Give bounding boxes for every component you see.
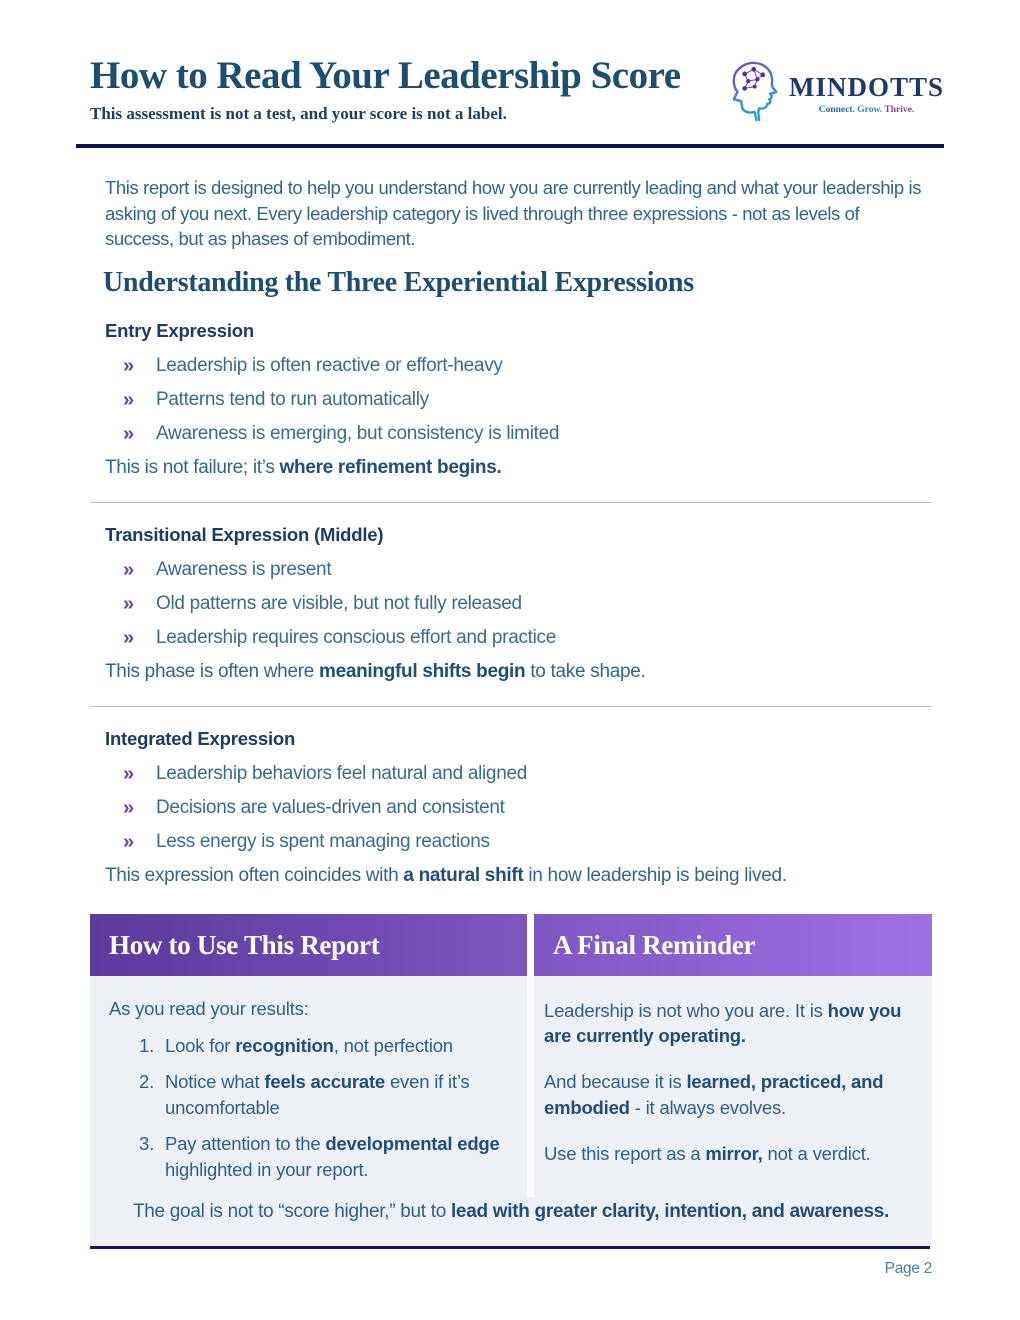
section-title: Understanding the Three Experiential Expressions: [103, 266, 694, 298]
bullet-list: [76, 355, 944, 445]
item-bold: developmental edge: [325, 1133, 500, 1155]
goal-pre: The goal is not to “score higher,” but to: [132, 1201, 451, 1223]
final-reminder-column: [527, 976, 932, 1198]
goal-bold: lead with greater clarity, intention, and awareness.: [450, 1201, 890, 1223]
brand-name: MINDOTTS: [788, 72, 944, 102]
expression-section-integrated: [76, 728, 944, 887]
tagline-connect: Connect.: [818, 105, 855, 115]
bullet-item: [123, 559, 944, 581]
para-pre: Leadership is not who you are. It is: [544, 999, 828, 1021]
section-divider: [90, 502, 932, 503]
expression-section-transitional: [76, 524, 944, 683]
item-number: 1.: [139, 1034, 155, 1056]
closing-pre: This phase is often where: [105, 660, 319, 682]
bullet-item: [123, 423, 944, 445]
summary-panel: [90, 914, 932, 1250]
chevron-bullet-icon: »: [123, 796, 134, 819]
reminder-paragraph: [544, 998, 914, 1050]
expression-heading: Entry Expression: [105, 319, 254, 341]
chevron-bullet-icon: »: [123, 422, 134, 445]
expression-closing: [105, 661, 944, 683]
para-post: - it always evolves.: [629, 1097, 786, 1119]
brain-head-logo-icon: [722, 60, 780, 129]
numbered-item: [139, 1033, 503, 1059]
bullet-item: [123, 389, 944, 411]
para-bold: how you are currently operating.: [544, 999, 902, 1047]
bullet-text: Decisions are values-driven and consistent: [156, 796, 505, 818]
para-bold: learned, practiced, and embodied: [544, 1071, 884, 1119]
bullet-item: [123, 763, 944, 785]
tagline-thrive: Thrive.: [884, 105, 915, 115]
bullet-text: Awareness is present: [156, 558, 332, 580]
closing-post: to take shape.: [525, 660, 646, 682]
item-bold: recognition: [235, 1034, 334, 1056]
para-post: not a verdict.: [762, 1143, 871, 1165]
reminder-paragraph: [544, 1141, 914, 1167]
para-pre: Use this report as a: [544, 1143, 706, 1165]
item-pre: Pay attention to the: [165, 1133, 326, 1155]
expression-closing: [105, 457, 944, 479]
how-to-use-lead: As you read your results:: [109, 997, 309, 1019]
chevron-bullet-icon: »: [123, 830, 134, 853]
chevron-bullet-icon: »: [123, 592, 134, 615]
intro-paragraph: This report is designed to help you understand how you are currently leading and what your leadership is asking of you next. Every leadership category is lived through three expressions - not as levels of success, but as phases of embodiment.: [105, 177, 922, 250]
brand-logo: [722, 60, 944, 129]
item-pre: Look for: [165, 1034, 236, 1056]
expression-section-entry: [76, 320, 944, 479]
bullet-list: [76, 763, 944, 853]
para-bold: mirror,: [705, 1143, 763, 1165]
numbered-item: [139, 1131, 503, 1182]
panel-heading-final-reminder: A Final Reminder: [553, 929, 756, 960]
footer-divider: [90, 1246, 930, 1249]
numbered-list: [109, 1033, 503, 1183]
expression-heading: Transitional Expression (Middle): [105, 523, 384, 545]
how-to-use-column: [90, 976, 527, 1198]
panel-heading-how-to-use: How to Use This Report: [109, 929, 380, 960]
item-text: [165, 1069, 503, 1120]
goal-statement: [90, 1197, 932, 1233]
item-text: [165, 1131, 503, 1182]
chevron-bullet-icon: »: [123, 354, 134, 377]
closing-post: in how leadership is being lived.: [523, 864, 787, 886]
reminder-paragraph: [544, 1069, 914, 1121]
expression-closing: [105, 865, 944, 887]
bullet-text: Leadership requires conscious effort and practice: [156, 626, 557, 648]
bullet-text: Patterns tend to run automatically: [156, 388, 429, 410]
panel-header-gap: [527, 914, 534, 976]
closing-bold: a natural shift: [403, 864, 524, 886]
page-title: How to Read Your Leadership Score: [90, 54, 681, 97]
panel-body: [90, 976, 932, 1250]
header-divider: [76, 144, 944, 148]
item-post: even if it’s uncomfortable: [165, 1071, 470, 1118]
section-divider: [90, 706, 932, 707]
panel-headers: [90, 914, 932, 976]
panel-columns: [90, 976, 932, 1198]
expression-heading: Integrated Expression: [105, 727, 296, 749]
numbered-item: [139, 1069, 503, 1120]
item-pre: Notice what: [165, 1071, 265, 1093]
chevron-bullet-icon: »: [123, 388, 134, 411]
page-subtitle: This assessment is not a test, and your score is not a label.: [90, 103, 507, 123]
bullet-list: [76, 559, 944, 649]
brand-text-block: [789, 74, 944, 115]
closing-bold: meaningful shifts begin: [319, 660, 526, 682]
bullet-text: Leadership is often reactive or effort-heavy: [156, 354, 503, 376]
page-number: Page 2: [884, 1260, 932, 1277]
bullet-item: [123, 355, 944, 377]
chevron-bullet-icon: »: [123, 762, 134, 785]
bullet-text: Awareness is emerging, but consistency is limited: [156, 422, 560, 444]
bullet-item: [123, 593, 944, 615]
closing-pre: This is not failure; it’s: [105, 456, 280, 478]
item-number: 3.: [139, 1133, 155, 1155]
chevron-bullet-icon: »: [123, 558, 134, 581]
bullet-item: [123, 797, 944, 819]
brand-tagline: [789, 105, 944, 115]
chevron-bullet-icon: »: [123, 626, 134, 649]
closing-pre: This expression often coincides with: [105, 864, 404, 886]
panel-column-divider: [527, 976, 534, 1198]
tagline-grow: Grow.: [857, 105, 883, 115]
bullet-item: [123, 831, 944, 853]
bullet-item: [123, 627, 944, 649]
item-post: , not perfection: [333, 1034, 453, 1056]
bullet-text: Old patterns are visible, but not fully released: [156, 592, 522, 614]
bullet-text: Leadership behaviors feel natural and aligned: [156, 762, 528, 784]
bullet-text: Less energy is spent managing reactions: [156, 830, 490, 852]
item-bold: feels accurate: [264, 1071, 386, 1093]
item-text: [165, 1033, 453, 1059]
item-post: highlighted in your report.: [165, 1158, 369, 1180]
closing-bold: where refinement begins.: [279, 456, 502, 478]
para-pre: And because it is: [544, 1071, 687, 1093]
item-number: 2.: [139, 1071, 155, 1093]
header-title-block: [90, 56, 681, 124]
page-header: [76, 56, 944, 129]
